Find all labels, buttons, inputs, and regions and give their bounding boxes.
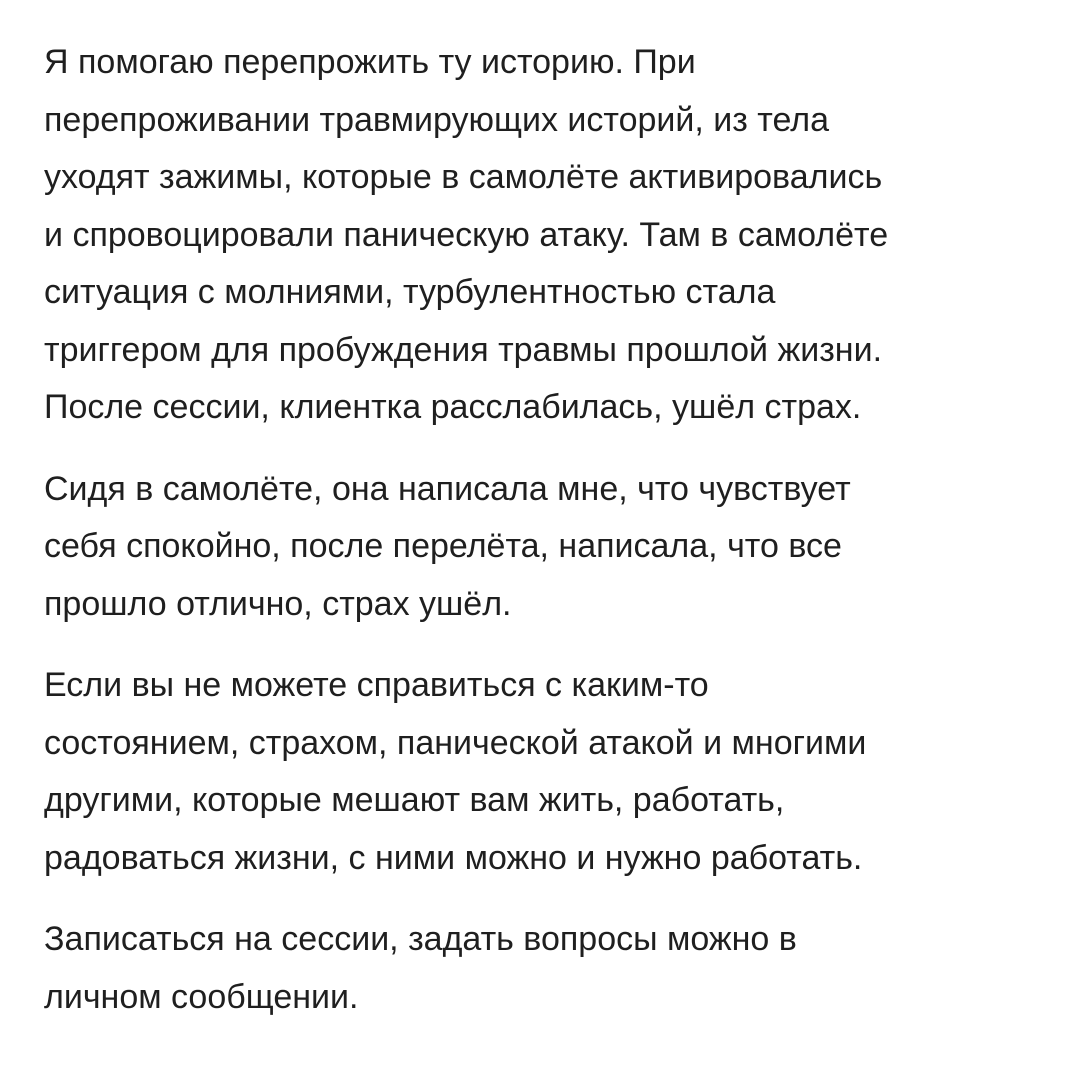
paragraph-flight [44, 461, 1044, 634]
text-line: себя спокойно, после перелёта, написала, что все [44, 527, 842, 565]
text-line: радоваться жизни, с ними можно и нужно работать. [44, 838, 863, 877]
text-line: перепроживании травмирующих историй, из тела [44, 100, 830, 139]
text-line: уходят зажимы, которые в самолёте активировались [44, 158, 883, 196]
text-line: прошло отлично, страх ушёл. [44, 584, 512, 623]
text-line: Записаться на сессии, задать вопросы можно в [44, 920, 797, 958]
text-line: личном сообщении. [44, 977, 359, 1016]
paragraph-contact [44, 911, 1044, 1026]
text-line: После сессии, клиентка расслабилась, ушёл страх. [44, 388, 862, 426]
paragraph-offer [44, 657, 1044, 887]
text-line: Если вы не можете справиться с каким-то [44, 666, 709, 704]
post-text [44, 34, 1044, 1050]
text-line: триггером для пробуждения травмы прошлой жизни. [44, 330, 883, 369]
text-line: ситуация с молниями, турбулентностью стала [44, 273, 776, 311]
paragraph-story [44, 34, 1044, 437]
text-line: Я помогаю перепрожить ту историю. При [44, 43, 696, 81]
text-line: состоянием, страхом, панической атакой и многими [44, 723, 867, 762]
text-line: другими, которые мешают вам жить, работать, [44, 781, 785, 819]
text-line: Сидя в самолёте, она написала мне, что чувствует [44, 469, 851, 508]
text-line: и спровоцировали паническую атаку. Там в самолёте [44, 215, 889, 254]
